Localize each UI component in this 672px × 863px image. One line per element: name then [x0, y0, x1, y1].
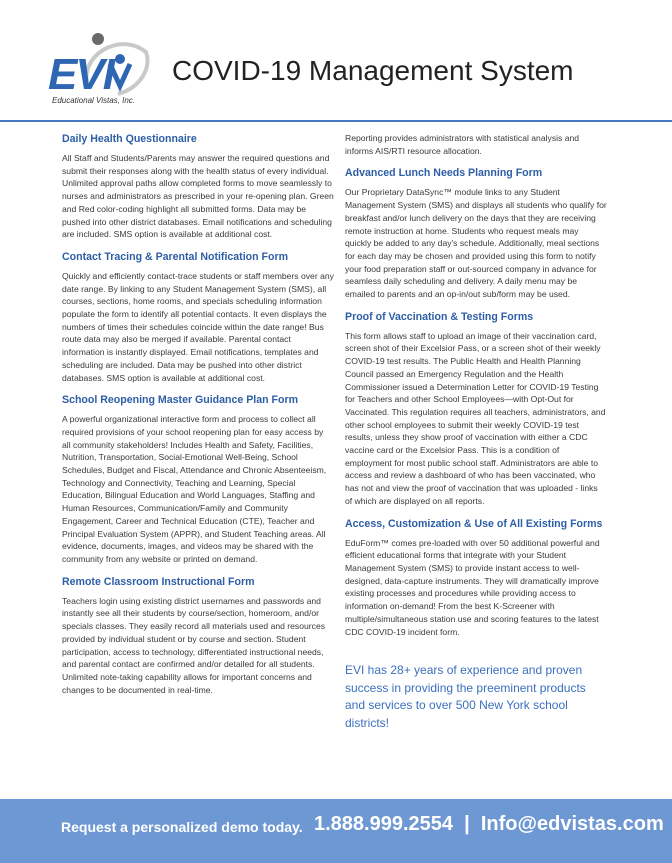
- section-existing-forms: [345, 517, 607, 639]
- section-continuation: [345, 132, 607, 157]
- section-heading: Proof of Vaccination & Testing Forms: [345, 310, 534, 323]
- section-lunch-planning: [345, 166, 607, 300]
- section-heading: School Reopening Master Guidance Plan Form: [62, 394, 299, 407]
- section-reopening-plan: [62, 393, 334, 565]
- section-body: This form allows staff to upload an image of their vaccination card, screen shot of their Excelsior Pass, or a screen shot of their weekly COVID-19 test results. The Public Health and Health Planning Council passed an Emergency Regulation and the Health Commissioner issued a Determination Letter for COVID-19 Testing for Teachers and other School Employees—with Opt-Out for Vaccinated. This regulation requires all teachers, administrators, and other school employees to submit their weekly COVID-19 test results, unless they show proof of vaccination with either a CDC vaccine card or the Excelsior Pass. This is a condition of employment for most public school staff. Administrators are able to access and review a dashboard of who has been vaccinated, who has not and view the proof of vaccination that was uploaded - links of which are displayed on all reports.: [345, 330, 606, 506]
- section-body: Teachers login using existing district usernames and passwords and instantly see all their students by course/section, homeroom, and/or specials classes. They easily record all materials used and resources provided by individual student or by course and section. Student participation, access to technology, differentiated instructional needs, and parental contact are confirmed and/or detailed for all students. Unlimited note-taking capability allows for important concerns and changes to be documented in real-time.: [62, 595, 326, 695]
- right-column: [345, 132, 607, 732]
- section-heading: Access, Customization & Use of All Existing Forms: [345, 517, 603, 530]
- section-body: EduForm™ comes pre-loaded with over 50 additional powerful and efficient educational forms that integrate with your Student Management System (SMS) to provide instant access to well-designed, data-capture instruments. They will dramatically improve existing processes and procedures while providing access to information on-demand! From the best K-Screener with multiple/simultaneous station use and scoring features to the latest CDC COVID-19 incident form.: [345, 537, 600, 637]
- header-divider: [0, 120, 672, 122]
- section-body: A powerful organizational interactive form and process to collect all required provisions of your school reopening plan for easy access by all community stakeholders! Includes Health and Safety, Facilities, Nutrition, Transportation, Social-Emotional Well-Being, School Schedules, Budget and Fiscal, Attendance and Chronic Absenteeism, Technology and Connectivity, Teaching and Learning, Special Education, Bilingual Education and World Languages, Staffing and Human Resources, Communication/Family and Community Engagement, Career and Technical Education (CTE), Teacher and Principal Evaluation System (APPR), and Student Teaching areas. All evidence, documents, images, and videos may be shared with the community from any website or printed on demand.: [62, 414, 327, 564]
- section-body: All Staff and Students/Parents may answer the required questions and submit their responses along with the health status of every individual. Unlimited approval paths allow completed forms to move seamlessly to nurses and administrators as prescribed in your re-opening plan. Green and Red color-coding highlight all submitted forms. Data may be pushed into other district databases. Email notifications and scheduling are included. SMS option is available at additional cost.: [62, 153, 334, 240]
- experience-callout: EVI has 28+ years of experience and proven success in providing the preeminent products and services to over 500 New York school districts!: [345, 663, 586, 730]
- section-vaccination: [345, 310, 607, 508]
- evi-logo: [48, 28, 158, 108]
- logo-subtitle: Educational Vistas, Inc.: [52, 96, 136, 105]
- left-column: [62, 132, 334, 705]
- section-contact-tracing: [62, 250, 334, 384]
- section-heading: Contact Tracing & Parental Notification Form: [62, 250, 289, 263]
- continued-text: Reporting provides administrators with statistical analysis and informs AIS/RTI resource allocation.: [345, 133, 580, 156]
- section-daily-health: [62, 132, 334, 241]
- section-remote-classroom: [62, 575, 334, 697]
- demo-cta: Request a personalized demo today.: [61, 819, 303, 835]
- section-heading: Advanced Lunch Needs Planning Form: [345, 167, 543, 180]
- section-heading: Remote Classroom Instructional Form: [62, 575, 255, 588]
- section-heading: Daily Health Questionnaire: [62, 133, 197, 145]
- header: [0, 0, 672, 120]
- contact-info[interactable]: 1.888.999.2554 | Info@edvistas.com: [314, 813, 664, 835]
- section-body: Quickly and efficiently contact-trace students or staff members over any date range. By linking to any Student Management System (SMS), all courses, sections, home rooms, and specials scheduling information populate the form to identify all potential contacts. It even displays the numbers of times their schedules coincide within the date range! Bus route data may also be merged if available. Parental contact information is instantly displayed. Email notifications, templates and scheduling are included. Data may be pushed into other district databases. SMS option is available at additional cost.: [62, 270, 334, 383]
- page-title: COVID-19 Management System: [172, 55, 574, 86]
- footer-banner: [0, 799, 672, 863]
- logo-text: EVI: [48, 50, 113, 99]
- section-body: Our Proprietary DataSync™ module links to any Student Management System (SMS) and displays all students who qualify for breakfast and/or lunch delivery on the days that they are receiving remote instruction at home. Students who request meals may quickly be added to any day's schedule. Additionally, meal sections for each day may be chosen and provided using this form to notify your food preparation staff or out-sourced company in advance for seamless daily scheduling and delivery. A daily menu may be emailed to parents and an op-in/out sub/form may be used.: [345, 187, 607, 300]
